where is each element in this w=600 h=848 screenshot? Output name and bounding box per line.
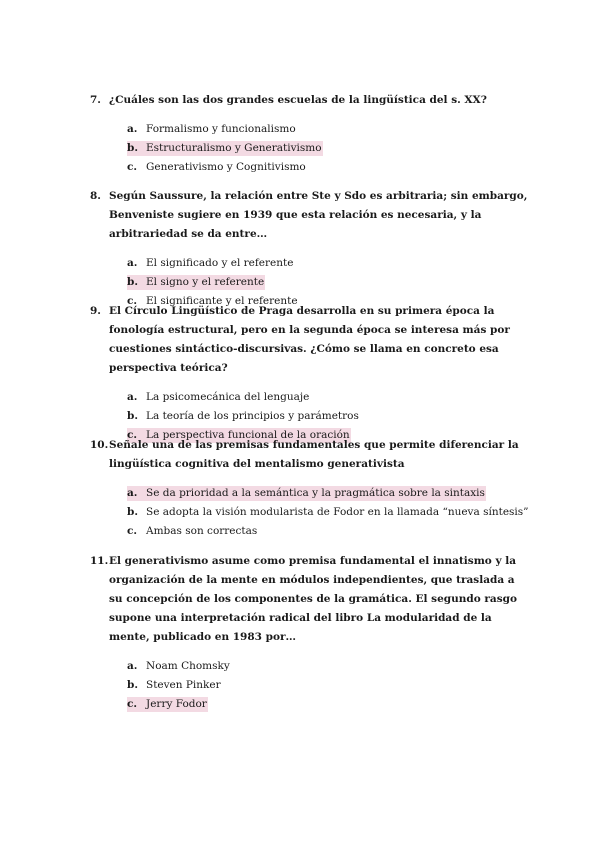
question-7: [90, 91, 530, 179]
question-text: Señale una de las premisas fundamentales que permite diferenciar la lingüística cognitiva del mentalismo generativista: [109, 439, 519, 470]
option-a[interactable]: [127, 256, 530, 271]
option-text: Steven Pinker: [146, 679, 221, 691]
question-text: El Círculo Lingüístico de Praga desarrolla en su primera época la fonología estructural, pero en la segunda época se interesa más por cuestiones sintáctico-discursivas. ¿Cómo se llama en concreto esa perspectiva teórica?: [109, 305, 510, 374]
option-text: Noam Chomsky: [146, 660, 230, 672]
option-a[interactable]: [127, 122, 530, 137]
option-text: El significante y el referente: [146, 295, 298, 307]
question-9: [90, 302, 530, 447]
option-letter: b.: [127, 679, 138, 691]
option-c[interactable]: [127, 524, 530, 539]
question-8: [90, 187, 530, 313]
option-c[interactable]: [127, 160, 530, 175]
option-text: Se da prioridad a la semántica y la pragmática sobre la sintaxis: [146, 487, 485, 499]
option-letter: b.: [127, 410, 138, 422]
option-b[interactable]: [127, 505, 530, 520]
option-letter: c.: [127, 697, 145, 712]
option-letter: b.: [127, 141, 145, 156]
question-10: [90, 436, 530, 543]
question-text: ¿Cuáles son las dos grandes escuelas de la lingüística del s. XX?: [109, 94, 487, 106]
question-number: 10.: [90, 439, 109, 451]
option-letter: a.: [127, 486, 145, 501]
option-text: Jerry Fodor: [146, 698, 207, 710]
option-text: Se adopta la visión modularista de Fodor en la llamada “nueva síntesis”: [146, 506, 529, 518]
option-text: La perspectiva funcional de la oración: [146, 429, 350, 441]
option-a[interactable]: [127, 659, 530, 674]
option-text: El significado y el referente: [146, 257, 294, 269]
option-b[interactable]: [127, 409, 530, 424]
option-text: La teoría de los principios y parámetros: [146, 410, 359, 422]
option-letter: a.: [127, 660, 138, 672]
option-list: [90, 659, 530, 712]
option-b[interactable]: [127, 678, 530, 693]
option-list: [90, 122, 530, 175]
option-letter: b.: [127, 275, 145, 290]
question-text: Según Saussure, la relación entre Ste y Sdo es arbitraria; sin embargo, Benveniste sugiere en 1939 que esta relación es necesaria, y la arbitrariedad se da entre…: [109, 190, 528, 240]
option-a-highlighted[interactable]: [127, 486, 530, 501]
option-list: [90, 486, 530, 539]
option-text: Ambas son correctas: [146, 525, 258, 537]
option-b-highlighted[interactable]: [127, 141, 530, 156]
option-c-highlighted[interactable]: [127, 697, 530, 712]
option-text: Estructuralismo y Generativismo: [146, 142, 322, 154]
question-text: El generativismo asume como premisa fundamental el innatismo y la organización de la mente en módulos independientes, que traslada a su concepción de los componentes de la gramática. El segundo rasgo supone una interpretación radical del libro La modularidad de la mente, publicado en 1983 por…: [109, 555, 517, 643]
question-number: 8.: [90, 190, 101, 202]
option-text: El signo y el referente: [146, 276, 265, 288]
option-b-highlighted[interactable]: [127, 275, 530, 290]
option-a[interactable]: [127, 390, 530, 405]
option-letter: b.: [127, 506, 138, 518]
option-text: Formalismo y funcionalismo: [146, 123, 296, 135]
question-number: 7.: [90, 94, 101, 106]
option-letter: a.: [127, 257, 138, 269]
option-letter: c.: [127, 525, 138, 537]
option-text: La psicomecánica del lenguaje: [146, 391, 310, 403]
option-letter: c.: [127, 161, 138, 173]
option-text: Generativismo y Cognitivismo: [146, 161, 306, 173]
option-letter: c.: [127, 295, 138, 307]
option-letter: a.: [127, 123, 138, 135]
question-number: 11.: [90, 555, 109, 567]
option-letter: c.: [127, 428, 145, 443]
question-11: [90, 552, 530, 716]
option-letter: a.: [127, 391, 138, 403]
question-number: 9.: [90, 305, 101, 317]
